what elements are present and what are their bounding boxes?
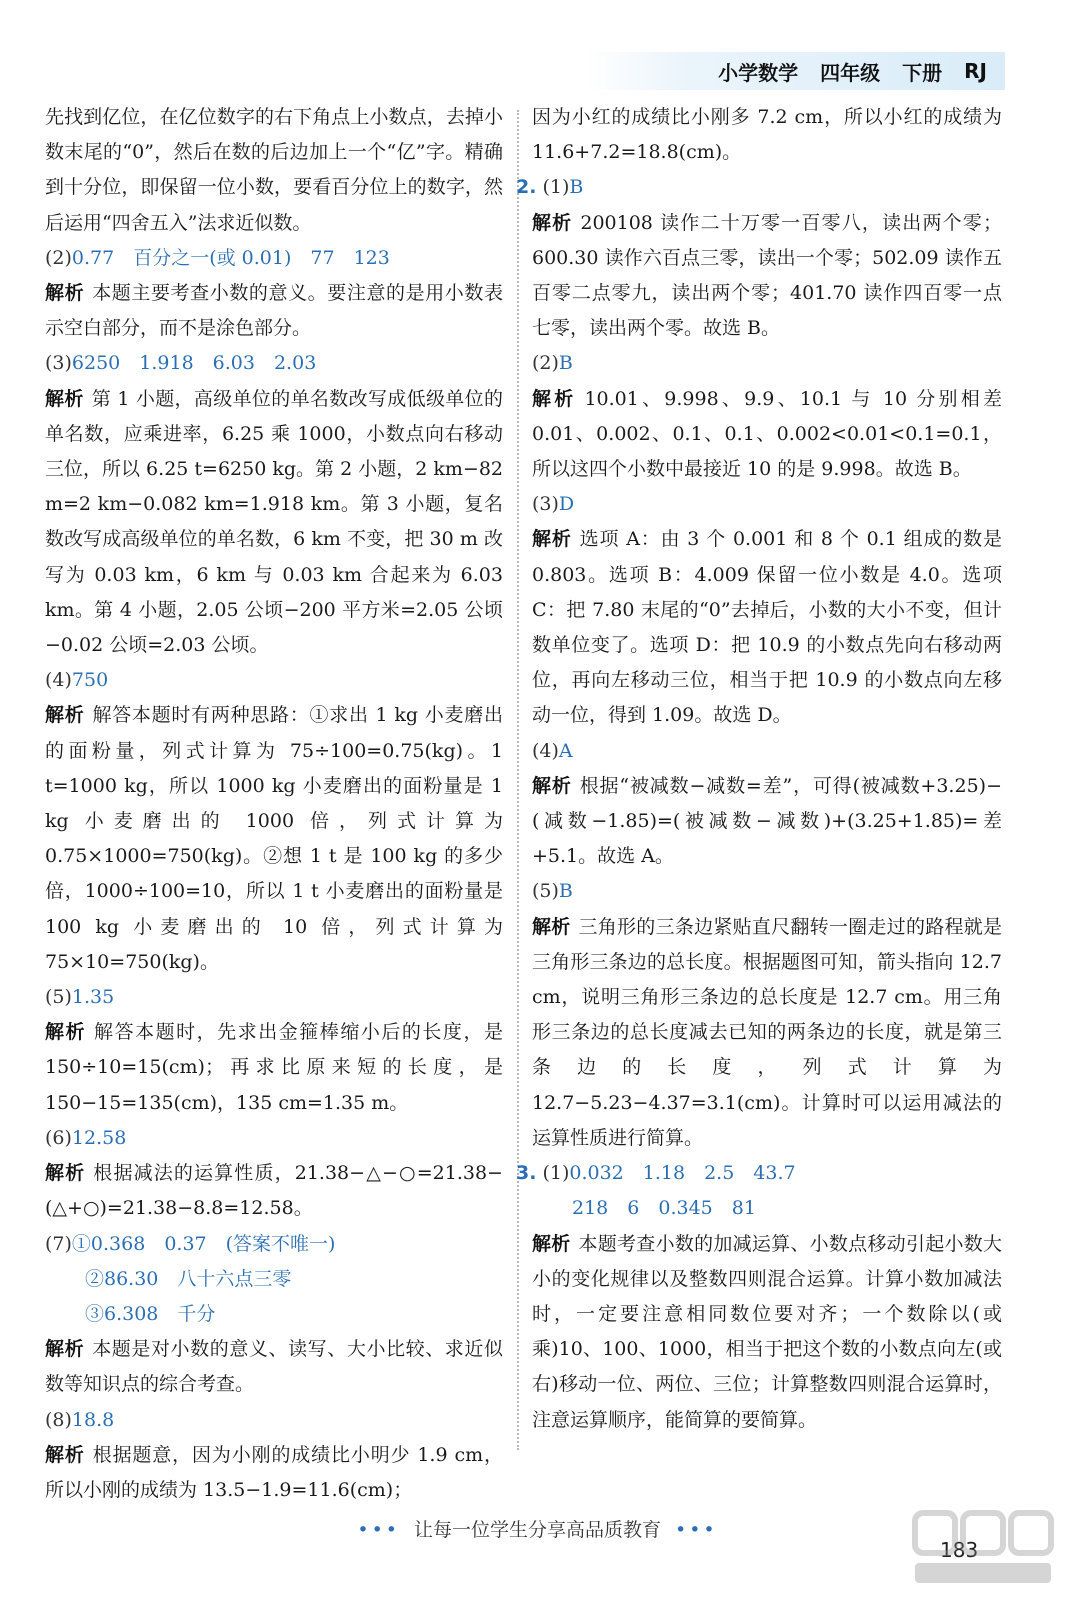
header-grade: 四年级: [820, 60, 881, 85]
running-header: [585, 52, 1005, 90]
answer-line: 2. (1)B: [516, 176, 584, 199]
explanation: 解析 200108 读作二十万零一百零八，读出两个零；600.30 读作六百点三零，读出一个零；502.09 读作五百零二点零九，读出两个零；401.70 读作四百零一点七零，读出两个零。故选 B。: [532, 211, 1002, 340]
answer-line: 218 6 0.345 81: [572, 1197, 756, 1220]
answer-line: (7)①0.368 0.37 (答案不唯一): [45, 1232, 336, 1255]
explanation: 解析 选项 A：由 3 个 0.001 和 8 个 0.1 组成的数是 0.803。选项 B：4.009 保留一位小数是 4.0。选项 C：把 7.80 末尾的“0”去掉后，小数的大小不变，但计数单位变了。选项 D：把 10.9 的小数点先向右移动两位，再向左移动三位，相当于把 10.9 的小数点向左移动一位，得到 1.09。故选 D。: [532, 528, 1002, 727]
right-column: [516, 100, 1002, 1438]
explanation: 解析 根据“被减数−减数=差”，可得(被减数+3.25)−(减数−1.85)=(被减数−减数)+(3.25+1.85)=差+5.1。故选 A。: [532, 774, 1002, 868]
answer-line: (2)B: [532, 352, 573, 375]
answer-line: 3. (1)0.032 1.18 2.5 43.7: [516, 1162, 796, 1185]
slogan-text: 让每一位学生分享高品质教育: [413, 1519, 661, 1541]
explanation: 解析 三角形的三条边紧贴直尺翻转一圈走过的路程就是三角形三条边的总长度。根据题图可知，箭头指向 12.7 cm，说明三角形三条边的总长度是 12.7 cm。用三角形三条边的总长度减去已知的两条边的长度，就是第三条边的长度，列式计算为 12.7−5.23−4.37=3.1(cm)。计算时可以运用减法的运算性质进行简算。: [532, 915, 1002, 1149]
answer-line: (6)12.58: [45, 1126, 127, 1149]
footer-dots-left: •••: [357, 1519, 400, 1541]
answer-line: (4)A: [532, 739, 573, 762]
explanation: 解析 本题主要考查小数的意义。要注意的是用小数表示空白部分，而不是涂色部分。: [45, 282, 503, 340]
explanation: 解析 解答本题时有两种思路：①求出 1 kg 小麦磨出的面粉量，列式计算为 75÷100=0.75(kg)。1 t=1000 kg，所以 1000 kg 小麦磨出的面粉量是 1 kg 小麦磨出的 1000 倍，列式计算为 0.75×1000=750(kg)。②想 1 t 是 100 kg 的多少倍，1000÷100=10，所以 1 t 小麦磨出的面粉量是 100 kg 小麦磨出的 10 倍，列式计算为 75×10=750(kg)。: [45, 704, 503, 973]
footer-dots-right: •••: [675, 1519, 718, 1541]
left-column: [45, 100, 503, 1508]
answer-line: ③6.308 千分: [85, 1302, 216, 1325]
answer-line: (3)D: [532, 493, 575, 516]
answer-line: (3)6250 1.918 6.03 2.03: [45, 352, 317, 375]
answer-line: (8)18.8: [45, 1408, 115, 1431]
explanation: 解析 解答本题时，先求出金箍棒缩小后的长度，是 150÷10=15(cm)；再求比原来短的长度，是 150−15=135(cm)，135 cm=1.35 m。: [45, 1021, 503, 1114]
header-volume: 下册: [902, 60, 943, 85]
answer-line: (2)0.77 百分之一(或 0.01) 77 123: [45, 246, 390, 269]
explanation-text: 因为小红的成绩比小刚多 7.2 cm，所以小红的成绩为 11.6+7.2=18.8(cm)。: [532, 106, 1002, 164]
watermark-logo-icon: [905, 1505, 1065, 1590]
header-subject: 小学数学: [718, 60, 799, 85]
explanation-text: 先找到亿位，在亿位数字的右下角点上小数点，去掉小数末尾的“0”，然后在数的后边加上一个“亿”字。精确到十分位，即保留一位小数，要看百分位上的数字，然后运用“四舍五入”法求近似数。: [45, 106, 503, 234]
answer-line: (5)B: [532, 880, 573, 903]
explanation: 解析 10.01、9.998、9.9、10.1 与 10 分别相差 0.01、0.002、0.1、0.1、0.002<0.01<0.1=0.1，所以这四个小数中最接近 10 的是 9.998。故选 B。: [532, 387, 1002, 481]
explanation: 解析 本题是对小数的意义、读写、大小比较、求近似数等知识点的综合考查。: [45, 1338, 503, 1396]
answer-line: ②86.30 八十六点三零: [85, 1267, 292, 1290]
explanation: 解析 第 1 小题，高级单位的单名数改写成低级单位的单名数，应乘进率，6.25 乘 1000，小数点向右移动三位，所以 6.25 t=6250 kg。第 2 小题，2 km−82 m=2 km−0.082 km=1.918 km。第 3 小题，复名数改写成高级单位的单名数，6 km 不变，把 30 m 改写为 0.03 km，6 km 与 0.03 km 合起来为 6.03 km。第 4 小题，2.05 公顷−200 平方米=2.05 公顷−0.02 公顷=2.03 公顷。: [45, 387, 503, 657]
answer-line: (5)1.35: [45, 986, 115, 1009]
explanation: 解析 根据减法的运算性质，21.38−△−○=21.38−(△+○)=21.38−8.8=12.58。: [45, 1162, 503, 1220]
column-divider: [517, 110, 519, 1450]
explanation: 解析 本题考查小数的加减运算、小数点移动引起小数大小的变化规律以及整数四则混合运算。计算小数加减法时，一定要注意相同数位要对齐；一个数除以(或乘)10、100、1000，相当于把这个数的小数点向左(或右)移动一位、两位、三位；计算整数四则混合运算时，注意运算顺序，能简算的要简算。: [532, 1232, 1002, 1431]
explanation: 解析 根据题意，因为小刚的成绩比小明少 1.9 cm，所以小刚的成绩为 13.5−1.9=11.6(cm)；: [45, 1443, 503, 1501]
answer-line: (4)750: [45, 669, 109, 692]
page-number: 183: [940, 1538, 979, 1562]
header-edition: RJ: [964, 59, 987, 83]
